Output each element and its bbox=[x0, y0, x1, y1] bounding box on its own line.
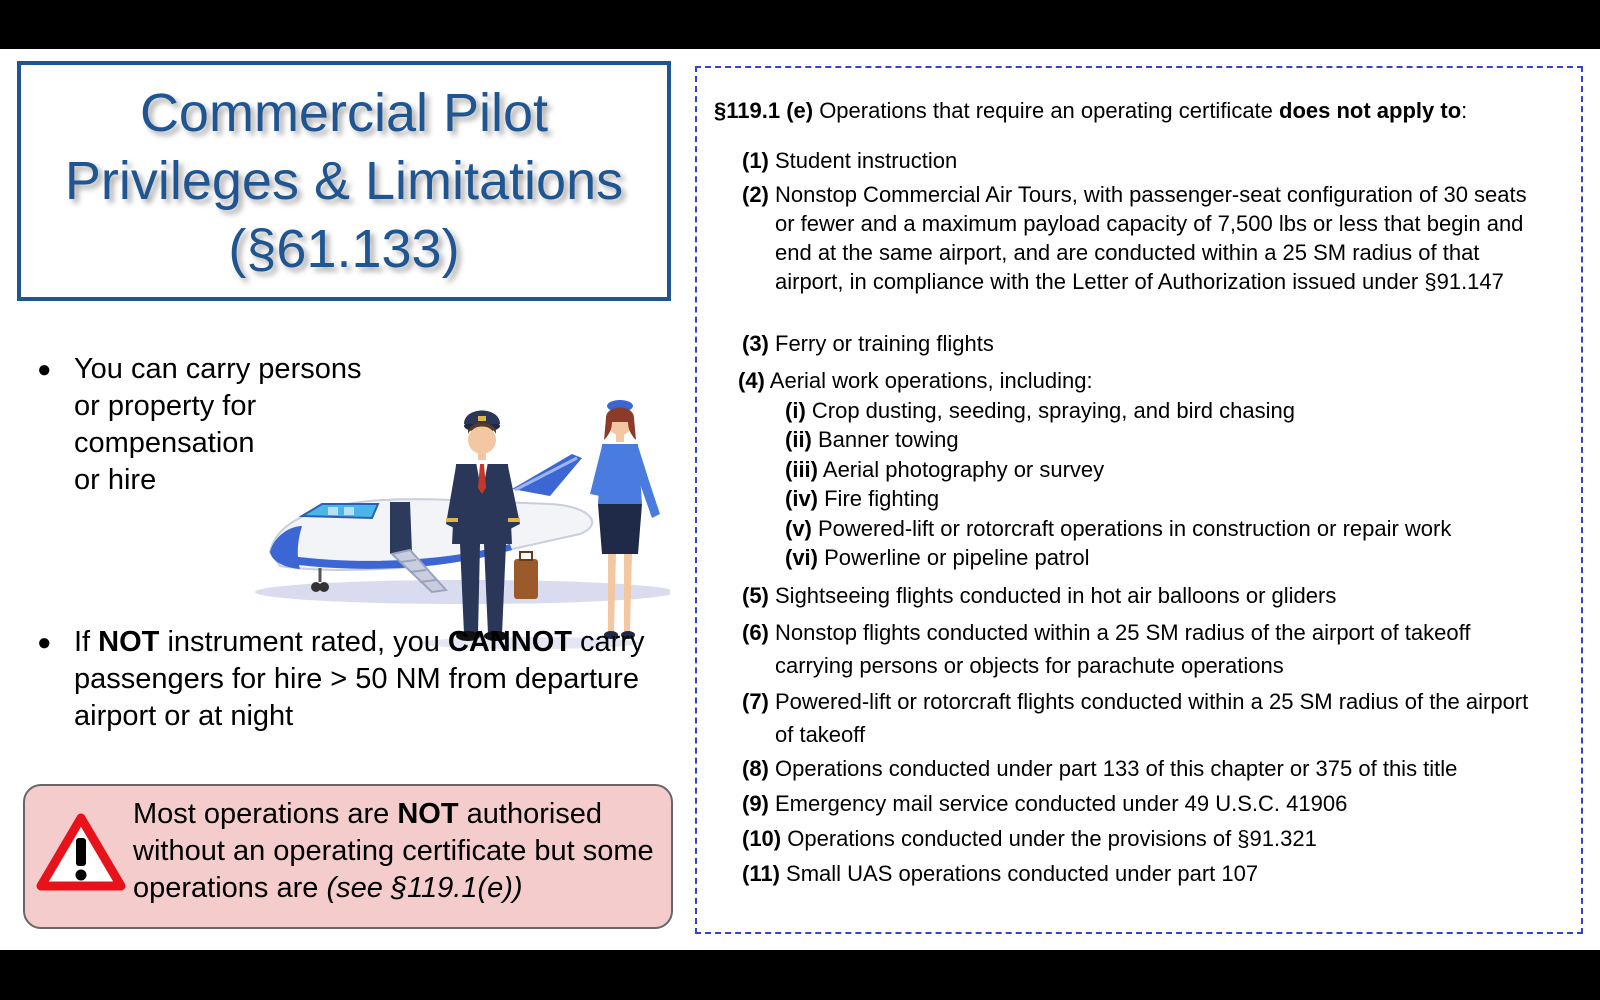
bullet-limitation bbox=[37, 624, 657, 744]
sub-item-text: Banner towing bbox=[811, 427, 959, 452]
sub-item bbox=[785, 396, 1295, 425]
sub-item bbox=[785, 455, 1104, 484]
sub-item bbox=[785, 484, 939, 513]
sub-item bbox=[785, 425, 959, 454]
sub-item-text: Powerline or pipeline patrol bbox=[818, 545, 1090, 570]
item-number: (11) bbox=[742, 861, 780, 886]
sub-item-number: (i) bbox=[785, 398, 806, 423]
item-text: Nonstop Commercial Air Tours, with passenger-seat configuration of 30 seats or fewer and a maximum payload capacity of 7,500 lbs or less that begin and end at the same airport, and are conducted within a 25 SM radius of that airport, in compliance with the Letter of Authorization issued under §91.147 bbox=[768, 182, 1527, 294]
warning-box bbox=[23, 784, 673, 929]
list-item bbox=[742, 146, 1552, 175]
slide bbox=[0, 49, 1600, 950]
bullet-limitation-post: carry passengers for hire > 50 NM from departure airport or at night bbox=[74, 626, 645, 732]
item-number: (3) bbox=[742, 331, 769, 356]
bullet-limitation-pre: If bbox=[74, 626, 99, 658]
bullet-privileges-line-2: or property for bbox=[74, 390, 257, 422]
item-number: (5) bbox=[742, 583, 769, 608]
title-line-3: (§61.133) bbox=[228, 219, 460, 279]
warning-not: NOT bbox=[397, 798, 459, 830]
item-text: Ferry or training flights bbox=[768, 331, 994, 356]
sub-item bbox=[785, 543, 1090, 572]
sub-item-text: Aerial photography or survey bbox=[818, 457, 1105, 482]
regulation-intro-bold: does not apply to bbox=[1279, 98, 1462, 123]
bullet-limitation-text bbox=[74, 624, 654, 735]
sub-item-number: (vi) bbox=[785, 545, 818, 570]
sub-item-number: (iii) bbox=[785, 457, 818, 482]
title-line-2: Privileges & Limitations bbox=[64, 151, 624, 211]
item-number: (2) bbox=[742, 182, 769, 207]
list-item bbox=[742, 180, 1552, 296]
item-number: (1) bbox=[742, 148, 769, 173]
item-text: Operations conducted under part 133 of this chapter or 375 of this title bbox=[768, 756, 1458, 781]
warning-mid: authorised without an operating certificate but some operations are bbox=[133, 798, 654, 904]
list-item bbox=[742, 581, 1552, 610]
warning-text bbox=[133, 796, 663, 907]
sub-item-number: (v) bbox=[785, 516, 812, 541]
item-text: Nonstop flights conducted within a 25 SM radius of the airport of takeoff carrying persons or objects for parachute operations bbox=[768, 620, 1471, 678]
regulation-intro-end: : bbox=[1461, 98, 1468, 123]
list-item bbox=[742, 789, 1552, 818]
list-item bbox=[742, 859, 1552, 888]
bullet-limitation-cannot: CANNOT bbox=[447, 626, 572, 658]
item-text: Sightseeing flights conducted in hot air balloons or gliders bbox=[768, 583, 1337, 608]
item-number: (4) bbox=[738, 368, 765, 393]
bullet-privileges-line-4: or hire bbox=[74, 464, 157, 496]
item-number: (10) bbox=[742, 826, 782, 851]
item-number: (8) bbox=[742, 756, 769, 781]
sub-item-number: (ii) bbox=[785, 427, 812, 452]
title-box bbox=[17, 61, 671, 301]
regulation-intro-text: Operations that require an operating certificate bbox=[813, 98, 1280, 123]
sub-item-text: Powered-lift or rotorcraft operations in construction or repair work bbox=[811, 516, 1452, 541]
item-number: (7) bbox=[742, 689, 769, 714]
item-text: Emergency mail service conducted under 49 U.S.C. 41906 bbox=[768, 791, 1348, 816]
sub-item-text: Crop dusting, seeding, spraying, and bird chasing bbox=[805, 398, 1295, 423]
bullet-limitation-not: NOT bbox=[98, 626, 160, 658]
item-number: (6) bbox=[742, 620, 769, 645]
slide-title bbox=[65, 79, 623, 283]
sub-item bbox=[785, 514, 1451, 543]
pilot-and-plane-illustration bbox=[250, 384, 670, 659]
bullet-privileges-line-3: compensation bbox=[74, 427, 255, 459]
list-item bbox=[742, 616, 1552, 682]
item-text: Aerial work operations, including: bbox=[764, 368, 1093, 393]
list-item bbox=[742, 329, 1552, 358]
item-text: Operations conducted under the provisions of §91.321 bbox=[781, 826, 1317, 851]
list-item bbox=[742, 824, 1552, 853]
item-text: Powered-lift or rotorcraft flights conducted within a 25 SM radius of the airport of takeoff bbox=[768, 689, 1529, 747]
warning-reference: (see §119.1(e)) bbox=[326, 872, 523, 904]
regulation-ref: §119.1 (e) bbox=[714, 98, 814, 123]
regulation-intro bbox=[714, 97, 1467, 125]
sub-item-number: (iv) bbox=[785, 486, 818, 511]
item-number: (9) bbox=[742, 791, 769, 816]
bullet-privileges-line-1: You can carry persons bbox=[74, 353, 362, 385]
title-line-1: Commercial Pilot bbox=[139, 83, 549, 143]
sub-item-text: Fire fighting bbox=[818, 486, 940, 511]
list-item bbox=[742, 685, 1552, 751]
item-text: Student instruction bbox=[768, 148, 958, 173]
bullet-dot-icon: ● bbox=[37, 629, 52, 656]
regulation-panel bbox=[695, 66, 1583, 934]
list-item bbox=[738, 366, 1548, 395]
item-text: Small UAS operations conducted under part 107 bbox=[779, 861, 1259, 886]
bullet-dot-icon: ● bbox=[37, 356, 52, 383]
warning-triangle-icon bbox=[35, 812, 127, 892]
list-item bbox=[742, 754, 1552, 783]
warning-pre: Most operations are bbox=[133, 798, 398, 830]
bullet-limitation-mid: instrument rated, you bbox=[159, 626, 448, 658]
